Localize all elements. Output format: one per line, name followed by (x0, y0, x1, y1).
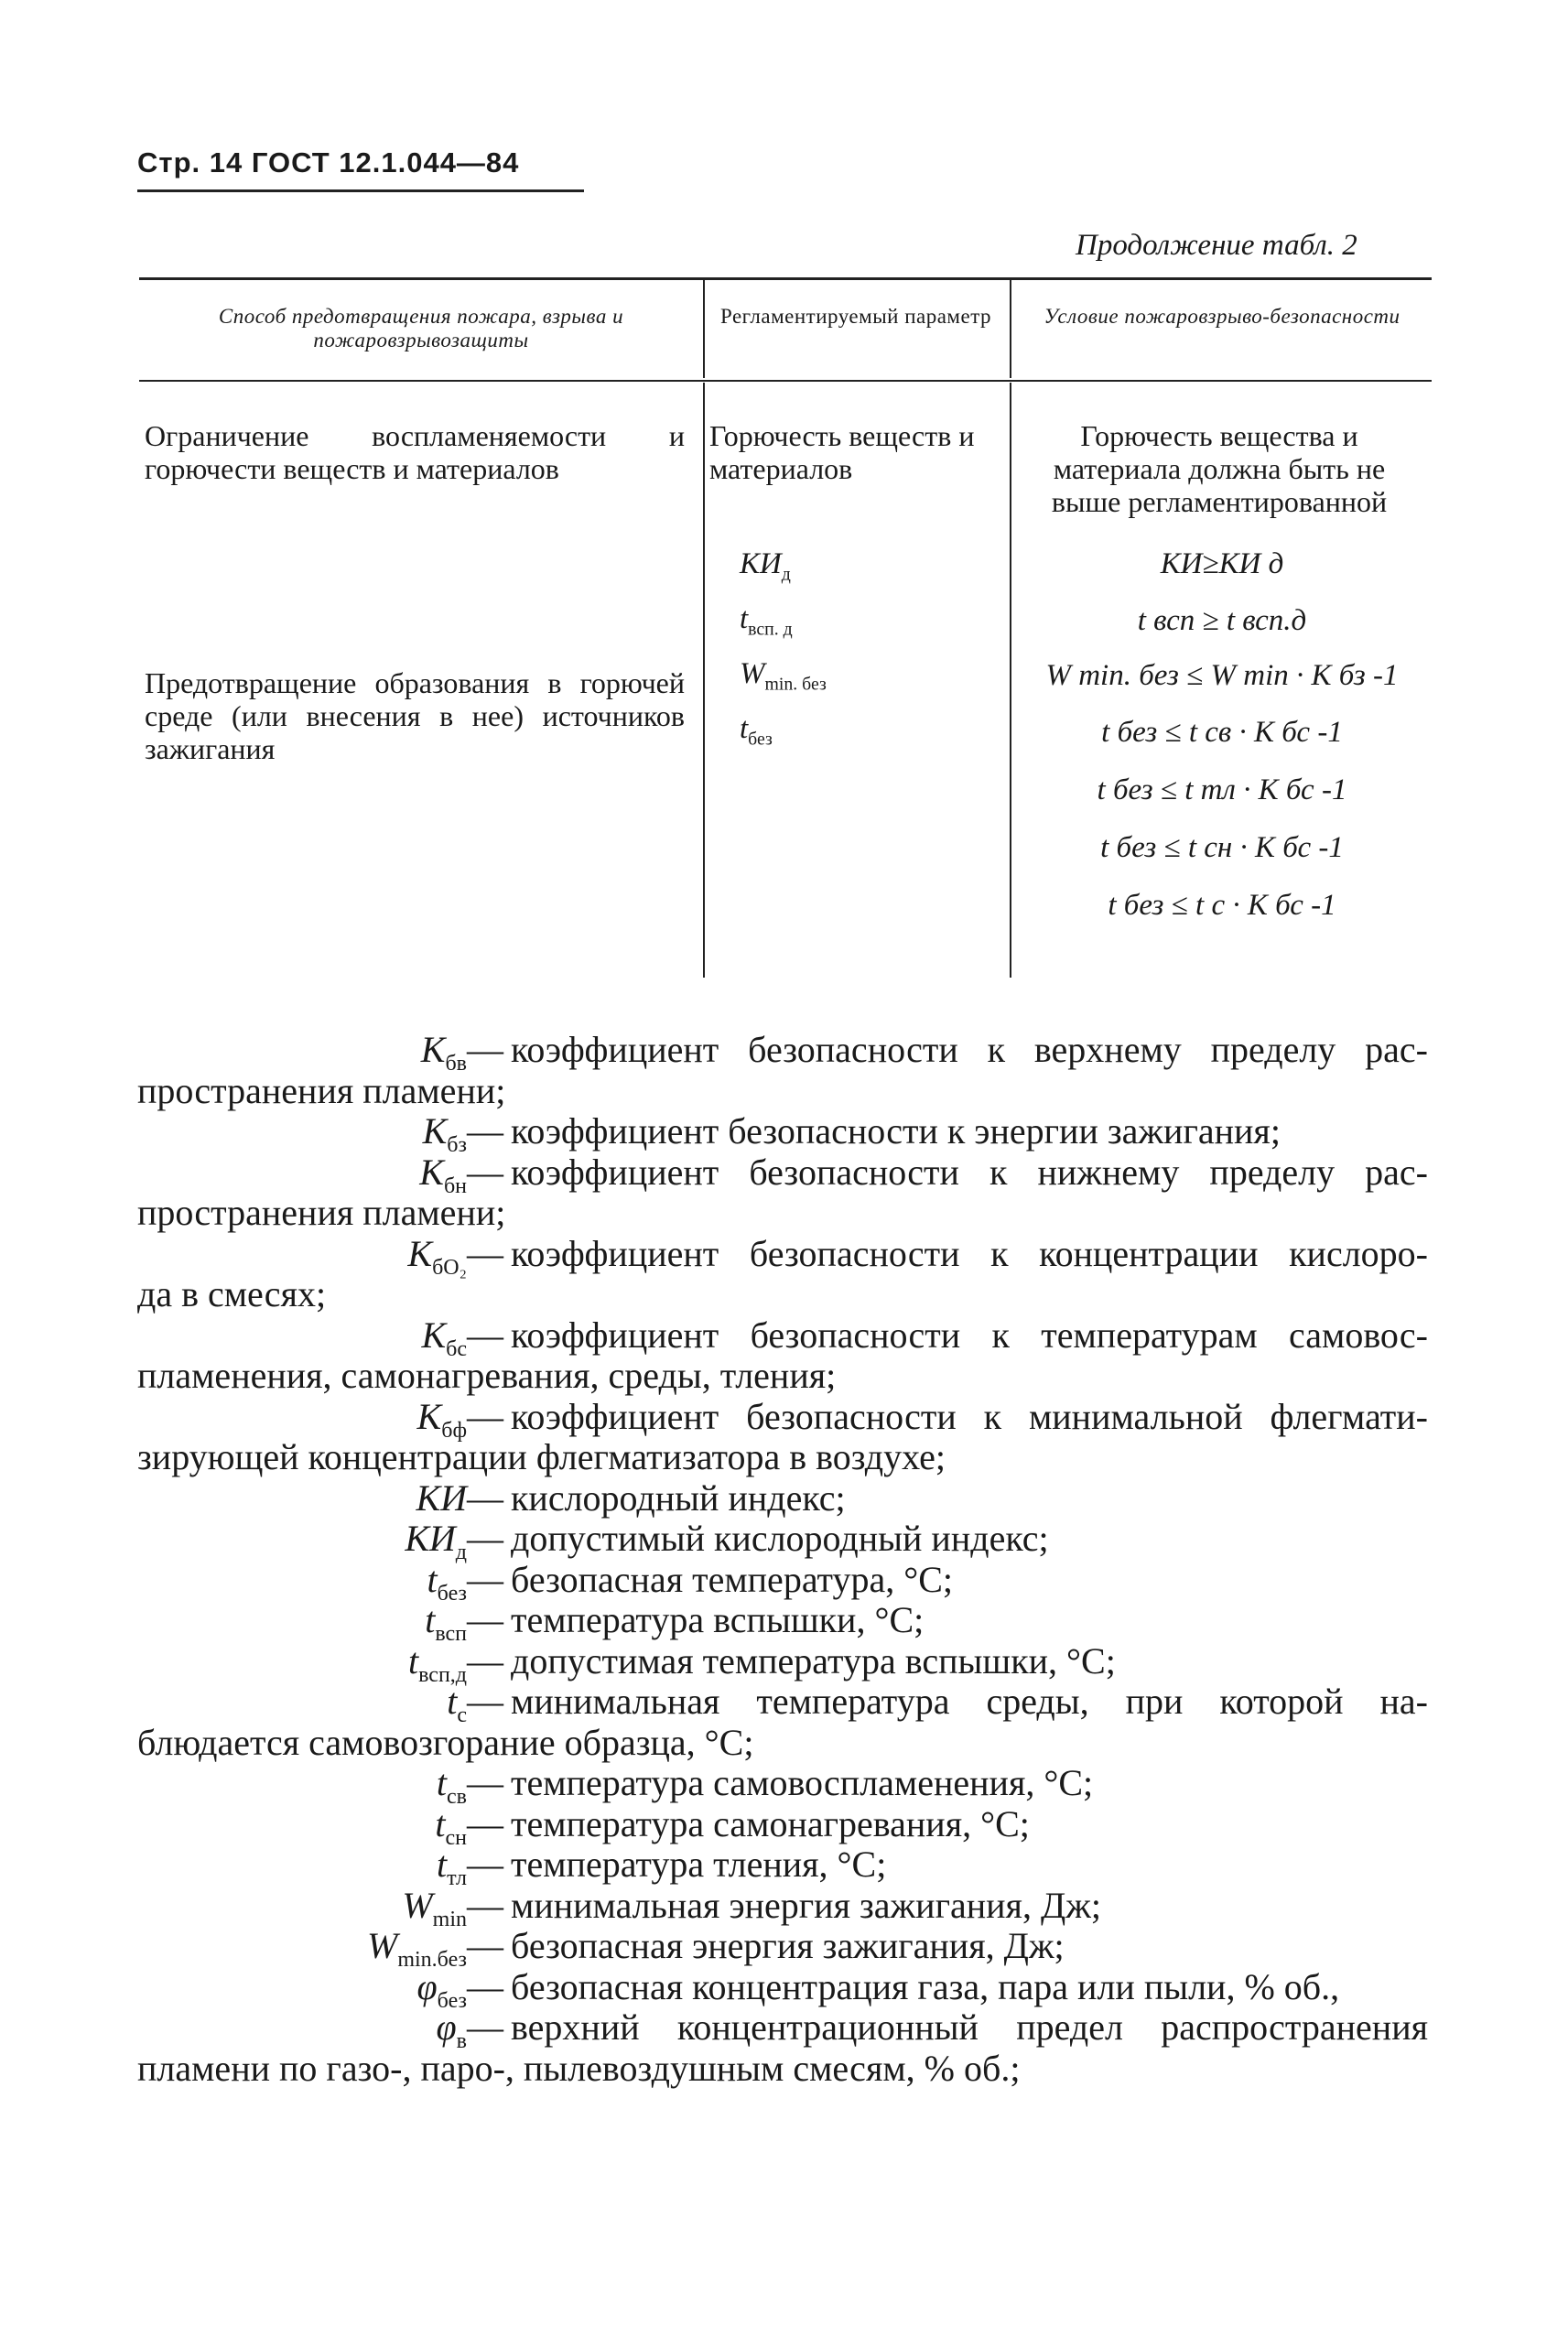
definition-item (137, 1639, 1428, 1687)
definition-text: коэффициент безопасности к нижнему пределу рас- (511, 1151, 1428, 1193)
column-header-condition: Условие пожаровзрыво-безопасности (1044, 305, 1400, 328)
page-header: Стр. 14 ГОСТ 12.1.044—84 (137, 146, 520, 178)
definition-item (137, 1110, 1428, 1157)
definition-text-continuation: пространения пламени; (137, 1192, 506, 1233)
definition-symbol: $t_{тл}—$ (437, 1844, 503, 1890)
definition-text: температура самонагревания, °С; (511, 1802, 1030, 1844)
table-top-rule (139, 277, 1432, 280)
definition-symbol: $t_{всп}—$ (425, 1599, 503, 1646)
column-header-method: Способ предотвращения пожара, взрыва и пожаровзрывозащиты (218, 305, 624, 351)
definition-text: допустимая температура вспышки, °С; (511, 1639, 1116, 1682)
definition-text: коэффициент безопасности к верхнему пределу рас- (511, 1029, 1428, 1070)
definition-text: безопасная температура, °С; (511, 1558, 954, 1600)
definition-symbol: $K_{бс}—$ (421, 1314, 503, 1361)
definition-text: температура вспышки, °С; (511, 1599, 925, 1640)
definition-item (137, 1884, 1428, 1931)
column-divider (703, 279, 705, 378)
definition-symbol: $t_{св}—$ (436, 1762, 503, 1809)
definition-text: безопасная энергия зажигания, Дж; (511, 1925, 1065, 1966)
definition-symbol: $K_{бв}—$ (420, 1029, 503, 1076)
header-rule (137, 189, 584, 192)
condition-min-energy: W min. без ≤ W min · K бз -1 (1045, 659, 1399, 692)
column-divider (1010, 383, 1011, 978)
definition-symbol: $t_{сн}—$ (435, 1802, 503, 1850)
definition-item (137, 1681, 1428, 1727)
definition-text: температура тления, °С; (511, 1844, 887, 1885)
definition-symbol: $\varphi_{без}—$ (416, 1965, 503, 2013)
definition-item (137, 2006, 1428, 2053)
table-continuation-label: Продолжение табл. 2 (1076, 229, 1357, 262)
condition-self-ignition: t без ≤ t св · K бс -1 (1101, 716, 1343, 749)
definition-item (137, 1844, 1428, 1890)
definition-symbol: $K_{бз}—$ (422, 1110, 503, 1157)
definition-item (137, 1599, 1428, 1646)
definition-text: минимальная температура среды, при которой на- (511, 1681, 1428, 1722)
definition-text-continuation: пламенения, самонагревания, среды, тления; (137, 1355, 837, 1396)
definition-text-continuation: блюдается самовозгорание образца, °С; (137, 1721, 754, 1763)
definition-symbol: $K_{бн}—$ (419, 1151, 503, 1198)
definition-item (137, 1314, 1428, 1361)
definition-symbol: $t_{всп,д}—$ (407, 1639, 503, 1687)
definition-symbol: $W_{min.без}—$ (367, 1925, 503, 1972)
condition-smoldering: t без ≤ t тл · K бс -1 (1097, 773, 1347, 806)
param-safe-temperature: $t_{без}$ (740, 712, 773, 750)
definition-text-continuation: зирующей концентрации флегматизатора в воздухе; (137, 1436, 946, 1477)
cell-method-flammability: Ограничение воспламеняемости и горючести веществ и материалов (145, 419, 685, 485)
definition-symbol: $K_{бф}—$ (416, 1395, 503, 1443)
param-flash-temperature: $t_{всп. д}$ (740, 602, 793, 640)
condition-flash-temperature: t всп ≥ t всп.д (1137, 604, 1307, 637)
definition-text-continuation: пространения пламени; (137, 1069, 506, 1111)
condition-self-heating: t без ≤ t сн · K бс -1 (1100, 831, 1344, 864)
table-header-rule (139, 380, 1432, 382)
cell-condition-flammability: Горючесть вещества и материала должна быть не выше регламентированной (1051, 419, 1388, 518)
definition-symbol: $t_{без}—$ (427, 1558, 503, 1606)
definition-text: коэффициент безопасности к энергии зажигания; (511, 1110, 1281, 1152)
condition-environment: t без ≤ t с · K бс -1 (1108, 889, 1336, 922)
column-divider (1010, 279, 1011, 378)
definition-item (137, 1151, 1428, 1198)
definition-text: температура самовоспламенения, °С; (511, 1762, 1094, 1803)
definition-text: кислородный индекс; (511, 1476, 846, 1519)
column-header-parameter: Регламентируемый параметр (719, 305, 992, 328)
condition-oxygen-index: КИ≥КИ д (1160, 547, 1284, 580)
definition-text: верхний концентрационный предел распространения (511, 2006, 1428, 2048)
definition-item (137, 1478, 1428, 1519)
definition-item (137, 1029, 1428, 1076)
cell-method-ignition: Предотвращение образования в горючей среде (или внесения в нее) источников зажигания (145, 666, 685, 765)
param-oxygen-index: $КИ_д$ (740, 547, 791, 585)
definition-item (137, 1802, 1428, 1850)
definition-text: минимальная энергия зажигания, Дж; (511, 1884, 1101, 1926)
definition-text: коэффициент безопасности к концентрации кислоро- (511, 1232, 1428, 1274)
definition-item (137, 1232, 1428, 1280)
definition-symbol: $t_с—$ (447, 1681, 503, 1727)
definition-item (137, 1558, 1428, 1606)
symbol-definitions-list (137, 1030, 1428, 2089)
definition-item (137, 1518, 1428, 1564)
definition-text-continuation: да в смесях; (137, 1273, 327, 1314)
definition-text: коэффициент безопасности к температурам самовос- (511, 1314, 1428, 1356)
definition-text: коэффициент безопасности к минимальной флегмати- (511, 1395, 1428, 1437)
definition-item (137, 1965, 1428, 2013)
column-divider (703, 383, 705, 978)
definition-item (137, 1762, 1428, 1809)
definition-symbol: $K_{бO_2}—$ (407, 1232, 503, 1280)
definition-text-continuation: пламени по газо-, паро-, пылевоздушным смесям, % об.; (137, 2047, 1021, 2089)
definition-item (137, 1925, 1428, 1972)
definition-item (137, 1395, 1428, 1443)
cell-param-flammability: Горючесть веществ и материалов (709, 419, 975, 485)
param-min-energy: $W_{min. без}$ (740, 657, 827, 695)
definition-text: безопасная концентрация газа, пара или пыли, % об., (511, 1965, 1340, 2007)
definition-symbol: $W_{min}—$ (402, 1884, 503, 1931)
definition-symbol: $\varphi_в—$ (436, 2006, 503, 2053)
definition-symbol: $КИ_д—$ (405, 1518, 503, 1564)
definition-symbol: КИ— (416, 1476, 503, 1519)
definition-text: допустимый кислородный индекс; (511, 1518, 1049, 1559)
